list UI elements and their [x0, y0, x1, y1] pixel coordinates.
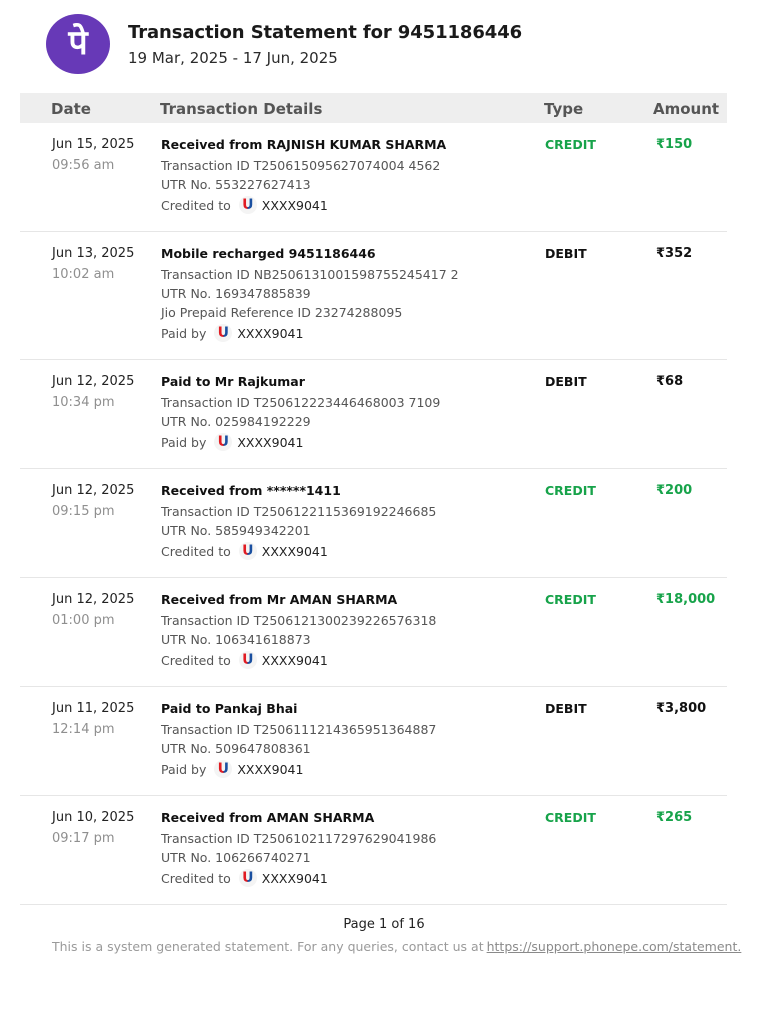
transaction-amount: ₹18,000: [656, 592, 716, 607]
transaction-id: Transaction ID NB2506131001598755245417 2: [161, 267, 459, 282]
utr-number: UTR No. 509647808361: [161, 741, 311, 756]
transaction-id: Transaction ID T2506102117297629041986: [161, 831, 437, 846]
account-number: XXXX9041: [261, 197, 328, 213]
transaction-amount: ₹200: [656, 483, 693, 498]
transaction-time: 10:02 am: [52, 267, 115, 282]
account-label: Credited to: [161, 870, 231, 886]
column-header-type: Type: [544, 100, 584, 118]
footer-note-text: This is a system generated statement. For any queries, contact us at: [52, 939, 484, 954]
phonepe-logo: [46, 14, 110, 74]
account-label: Credited to: [161, 197, 231, 213]
transaction-date: Jun 11, 2025: [52, 701, 135, 716]
transaction-id: Transaction ID T2506111214365951364887: [161, 722, 437, 737]
transaction-date: Jun 15, 2025: [52, 137, 135, 152]
utr-number: UTR No. 585949342201: [161, 523, 311, 538]
bank-logo-icon: U: [214, 433, 232, 451]
transaction-row: [20, 123, 727, 232]
transaction-type: DEBIT: [545, 246, 587, 261]
transaction-row: [20, 578, 727, 687]
transaction-date: Jun 13, 2025: [52, 246, 135, 261]
utr-number: UTR No. 106266740271: [161, 850, 311, 865]
account-label: Credited to: [161, 543, 231, 559]
transaction-title: Received from ******1411: [161, 483, 341, 498]
transaction-amount: ₹68: [656, 374, 684, 389]
bank-logo-icon: U: [214, 760, 232, 778]
statement-date-range: 19 Mar, 2025 - 17 Jun, 2025: [128, 48, 338, 67]
page-indicator: Page 1 of 16: [343, 917, 425, 932]
transaction-list: [20, 123, 727, 905]
transaction-id: Transaction ID T2506122115369192246685: [161, 504, 437, 519]
transaction-type: DEBIT: [545, 701, 587, 716]
account-number: XXXX9041: [237, 761, 304, 777]
account-label: Paid by: [161, 325, 207, 341]
bank-logo-icon: U: [239, 869, 257, 887]
transaction-time: 01:00 pm: [52, 613, 115, 628]
transaction-type: CREDIT: [545, 137, 596, 152]
logo-glyph: पे: [68, 23, 88, 63]
bank-logo-icon: U: [239, 196, 257, 214]
bank-logo-icon: U: [239, 651, 257, 669]
transaction-time: 09:56 am: [52, 158, 115, 173]
utr-number: UTR No. 169347885839: [161, 286, 311, 301]
transaction-type: CREDIT: [545, 483, 596, 498]
transaction-date: Jun 12, 2025: [52, 592, 135, 607]
account-label: Paid by: [161, 434, 207, 450]
transaction-row: [20, 469, 727, 578]
account-number: XXXX9041: [261, 870, 328, 886]
transaction-type: CREDIT: [545, 592, 596, 607]
transaction-amount: ₹352: [656, 246, 693, 261]
account-number: XXXX9041: [237, 434, 304, 450]
account-number: XXXX9041: [261, 652, 328, 668]
account-line: [161, 324, 303, 342]
account-line: [161, 869, 328, 887]
account-label: Paid by: [161, 761, 207, 777]
bank-logo-icon: U: [214, 324, 232, 342]
support-link[interactable]: https://support.phonepe.com/statement.: [486, 939, 742, 954]
account-number: XXXX9041: [261, 543, 328, 559]
column-header-amount: Amount: [653, 100, 720, 118]
transaction-amount: ₹265: [656, 810, 693, 825]
transaction-time: 09:17 pm: [52, 831, 115, 846]
transaction-row: [20, 687, 727, 796]
utr-number: UTR No. 025984192229: [161, 414, 311, 429]
account-label: Credited to: [161, 652, 231, 668]
reference-id: Jio Prepaid Reference ID 23274288095: [161, 305, 403, 320]
transaction-title: Received from RAJNISH KUMAR SHARMA: [161, 137, 447, 152]
account-line: [161, 433, 303, 451]
transaction-time: 10:34 pm: [52, 395, 115, 410]
transaction-title: Received from AMAN SHARMA: [161, 810, 375, 825]
transaction-row: [20, 232, 727, 360]
transaction-title: Received from Mr AMAN SHARMA: [161, 592, 398, 607]
account-line: [161, 760, 303, 778]
account-line: [161, 196, 328, 214]
transaction-id: Transaction ID T2506121300239226576318: [161, 613, 437, 628]
transaction-date: Jun 10, 2025: [52, 810, 135, 825]
transaction-title: Paid to Mr Rajkumar: [161, 374, 305, 389]
header-text: [128, 22, 522, 67]
bank-logo-icon: U: [239, 542, 257, 560]
account-line: [161, 651, 328, 669]
transaction-date: Jun 12, 2025: [52, 483, 135, 498]
transaction-id: Transaction ID T250612223446468003 7109: [161, 395, 441, 410]
statement-title: Transaction Statement for 9451186446: [128, 21, 523, 43]
column-header-date: Date: [51, 100, 91, 118]
transaction-date: Jun 12, 2025: [52, 374, 135, 389]
transaction-amount: ₹3,800: [656, 701, 707, 716]
utr-number: UTR No. 553227627413: [161, 177, 311, 192]
transaction-title: Paid to Pankaj Bhai: [161, 701, 298, 716]
transaction-title: Mobile recharged 9451186446: [161, 246, 376, 261]
footer-note: [52, 939, 741, 954]
transaction-time: 12:14 pm: [52, 722, 115, 737]
transaction-id: Transaction ID T250615095627074004 4562: [161, 158, 441, 173]
transaction-amount: ₹150: [656, 137, 693, 152]
account-line: [161, 542, 328, 560]
table-header: [20, 93, 727, 123]
transaction-type: DEBIT: [545, 374, 587, 389]
transaction-row: [20, 796, 727, 905]
column-header-details: Transaction Details: [160, 100, 323, 118]
transaction-time: 09:15 pm: [52, 504, 115, 519]
transaction-type: CREDIT: [545, 810, 596, 825]
utr-number: UTR No. 106341618873: [161, 632, 311, 647]
account-number: XXXX9041: [237, 325, 304, 341]
transaction-row: [20, 360, 727, 469]
statement-header: [46, 14, 522, 74]
